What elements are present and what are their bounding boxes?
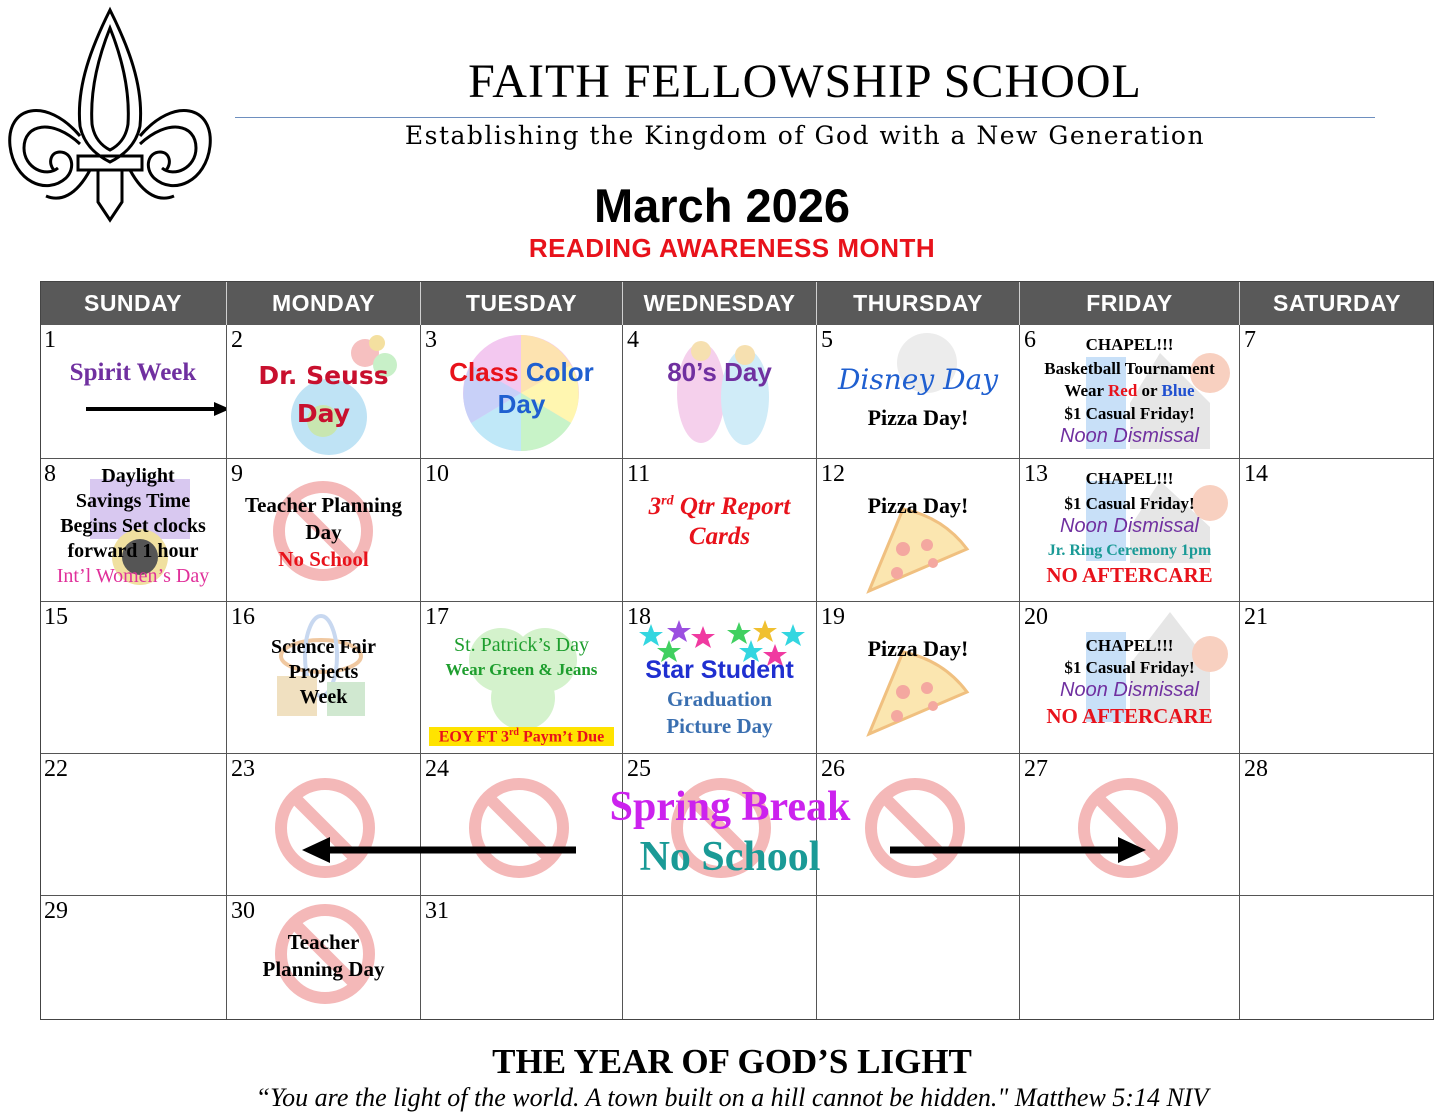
- spring-break-label: Spring Break: [609, 784, 851, 830]
- day-number: 29: [44, 898, 68, 924]
- no-school-label: No School: [278, 547, 369, 571]
- day-number: 6: [1024, 327, 1036, 353]
- calendar-grid: [40, 281, 1434, 1020]
- day-number: 19: [821, 604, 845, 630]
- quarter-number: 3: [648, 493, 662, 520]
- scripture-verse: “You are the light of the world. A town built on a hill cannot be hidden." Matthew 5:14 NIV: [255, 1083, 1209, 1112]
- weekday-header-friday: FRIDAY: [1020, 281, 1240, 325]
- class-word: Class: [449, 357, 519, 387]
- weekday-header-wednesday: WEDNESDAY: [623, 281, 817, 325]
- day-number: 17: [425, 604, 449, 630]
- forward-one-hour-label: forward 1 hour: [67, 540, 199, 562]
- womens-day-label: Int’l Women’s Day: [56, 565, 210, 587]
- day-number: 8: [44, 461, 56, 487]
- dr-seuss-label: Dr. Seuss: [258, 361, 389, 390]
- science-fair-label: Science Fair: [271, 636, 376, 658]
- cards-label: Cards: [688, 523, 751, 550]
- day-number: 24: [425, 756, 449, 782]
- weekday-header-monday: MONDAY: [227, 281, 421, 325]
- day-cell-20[interactable]: [1020, 602, 1240, 754]
- day-number: 16: [231, 604, 255, 630]
- pizza-day-label: Pizza Day!: [867, 636, 969, 661]
- day-number: 5: [821, 327, 833, 353]
- day-number: 20: [1024, 604, 1048, 630]
- day-number: 21: [1244, 604, 1268, 630]
- day-cell-28[interactable]: [1240, 754, 1434, 896]
- spirit-week-label: Spirit Week: [69, 359, 197, 386]
- day-number: 7: [1244, 327, 1256, 353]
- day-cell-2[interactable]: [227, 325, 421, 459]
- noon-dismissal-label: Noon Dismissal: [1060, 425, 1199, 447]
- eoy-payment-due-label: [429, 727, 614, 746]
- eoy-payment-text: Paym’t Due: [522, 728, 605, 746]
- day-cell-19[interactable]: [817, 602, 1020, 754]
- day-cell-15[interactable]: [40, 602, 227, 754]
- eoy-payment-prefix: EOY FT 3: [438, 728, 509, 746]
- st-patricks-label: St. Patrick’s Day: [454, 634, 589, 656]
- day-cell-18[interactable]: [623, 602, 817, 754]
- empty-cell: [1240, 896, 1434, 1020]
- star-student-label: Star Student: [645, 656, 794, 684]
- header-divider: [235, 117, 1375, 118]
- day-number: 23: [231, 756, 255, 782]
- day-cell-30[interactable]: [227, 896, 421, 1020]
- casual-friday-label: $1 Casual Friday!: [1064, 404, 1195, 423]
- chapel-label: CHAPEL!!!: [1085, 636, 1174, 655]
- begins-set-clocks-label: Begins Set clocks: [60, 515, 206, 537]
- pizza-day-label: Pizza Day!: [867, 493, 969, 518]
- teacher-planning-day-label: Day: [305, 520, 342, 544]
- casual-friday-label: $1 Casual Friday!: [1064, 658, 1195, 677]
- class-color-label: [421, 357, 622, 388]
- arrow-right-icon: [890, 835, 1150, 865]
- day-cell-31[interactable]: [421, 896, 623, 1020]
- day-number: 30: [231, 898, 255, 924]
- week-label: Week: [299, 686, 348, 708]
- noon-dismissal-label: Noon Dismissal: [1060, 515, 1199, 537]
- globe-balloons-icon: [267, 335, 407, 455]
- casual-friday-label: $1 Casual Friday!: [1064, 494, 1195, 513]
- graduation-label: Graduation: [666, 687, 773, 711]
- weekday-header-tuesday: TUESDAY: [421, 281, 623, 325]
- day-cell-9[interactable]: [227, 459, 421, 602]
- day-cell-22[interactable]: [40, 754, 227, 896]
- teacher-planning-label: Teacher Planning: [245, 493, 402, 517]
- day-cell-10[interactable]: [421, 459, 623, 602]
- weekday-header-saturday: SATURDAY: [1240, 281, 1434, 325]
- picture-day-label: Picture Day: [666, 714, 773, 738]
- quarter-suffix: rd: [661, 493, 674, 509]
- day-number: 10: [425, 461, 449, 487]
- red-word: Red: [1108, 381, 1138, 400]
- day-number: 14: [1244, 461, 1268, 487]
- day-cell-13[interactable]: [1020, 459, 1240, 602]
- planning-day-label: Planning Day: [262, 957, 385, 981]
- or-word: or: [1141, 381, 1158, 400]
- day-cell-14[interactable]: [1240, 459, 1434, 602]
- qtr-report-text: Qtr Report: [679, 493, 791, 520]
- dr-seuss-day-label: Day: [296, 399, 351, 428]
- day-cell-7[interactable]: [1240, 325, 1434, 459]
- report-cards-label: [623, 493, 816, 521]
- day-cell-8[interactable]: [40, 459, 227, 602]
- day-cell-16[interactable]: [227, 602, 421, 754]
- empty-cell: [817, 896, 1020, 1020]
- teacher-label: Teacher: [287, 930, 360, 954]
- day-number: 4: [627, 327, 639, 353]
- day-number: 18: [627, 604, 651, 630]
- arrow-right-icon: [84, 399, 227, 419]
- class-color-day-label: Day: [497, 389, 546, 419]
- month-subtitle: READING AWARENESS MONTH: [528, 233, 936, 263]
- day-cell-1[interactable]: [40, 325, 227, 459]
- weekday-header-thursday: THURSDAY: [817, 281, 1020, 325]
- day-number: 25: [627, 756, 651, 782]
- day-number: 2: [231, 327, 243, 353]
- day-cell-21[interactable]: [1240, 602, 1434, 754]
- noon-dismissal-label: Noon Dismissal: [1060, 679, 1199, 701]
- empty-cell: [1020, 896, 1240, 1020]
- day-cell-5[interactable]: [817, 325, 1020, 459]
- ring-ceremony-label: Jr. Ring Ceremony 1pm: [1047, 542, 1212, 559]
- day-cell-4[interactable]: [623, 325, 817, 459]
- wear-word: Wear: [1064, 381, 1104, 400]
- day-number: 22: [44, 756, 68, 782]
- school-name: FAITH FELLOWSHIP SCHOOL: [468, 55, 1142, 108]
- no-aftercare-label: NO AFTERCARE: [1046, 704, 1213, 728]
- day-number: 28: [1244, 756, 1268, 782]
- basketball-tournament-label: Basketball Tournament: [1044, 359, 1215, 378]
- blue-word: Blue: [1161, 381, 1195, 400]
- day-cell-29[interactable]: [40, 896, 227, 1020]
- day-cell-11[interactable]: [623, 459, 817, 602]
- day-number: 15: [44, 604, 68, 630]
- year-theme-title: THE YEAR OF GOD’S LIGHT: [492, 1042, 972, 1081]
- day-cell-12[interactable]: [817, 459, 1020, 602]
- savings-time-label: Savings Time: [75, 490, 191, 512]
- eoy-payment-suffix: rd: [508, 727, 519, 738]
- day-number: 13: [1024, 461, 1048, 487]
- empty-cell: [623, 896, 817, 1020]
- day-number: 1: [44, 327, 56, 353]
- no-aftercare-label: NO AFTERCARE: [1046, 563, 1213, 587]
- day-number: 31: [425, 898, 449, 924]
- day-cell-27[interactable]: [1020, 754, 1240, 896]
- daylight-label: Daylight: [101, 465, 175, 487]
- day-number: 11: [627, 461, 651, 487]
- day-number: 26: [821, 756, 845, 782]
- day-number: 12: [821, 461, 845, 487]
- day-cell-23[interactable]: [227, 754, 421, 896]
- chapel-label: CHAPEL!!!: [1085, 469, 1174, 488]
- spring-break-no-school-label: No School: [639, 834, 821, 880]
- month-title: March 2026: [593, 179, 851, 232]
- day-number: 9: [231, 461, 243, 487]
- eighties-dancers-icon: [661, 333, 781, 453]
- projects-label: Projects: [288, 661, 359, 683]
- day-number: 3: [425, 327, 437, 353]
- wear-green-label: Wear Green & Jeans: [445, 660, 598, 679]
- day-cell-3[interactable]: [421, 325, 623, 459]
- eighties-day-label: 80’s Day: [667, 357, 772, 387]
- day-cell-17[interactable]: [421, 602, 623, 754]
- weekday-header-sunday: SUNDAY: [40, 281, 227, 325]
- day-cell-6[interactable]: [1020, 325, 1240, 459]
- day-number: 27: [1024, 756, 1048, 782]
- disney-day-label: Disney Day: [837, 363, 999, 396]
- school-tagline: Establishing the Kingdom of God with a New Generation: [404, 121, 1206, 150]
- pizza-day-label: Pizza Day!: [867, 405, 969, 430]
- chapel-label: CHAPEL!!!: [1085, 335, 1174, 354]
- wear-red-or-blue-label: [1020, 381, 1239, 401]
- color-word: Color: [525, 357, 594, 387]
